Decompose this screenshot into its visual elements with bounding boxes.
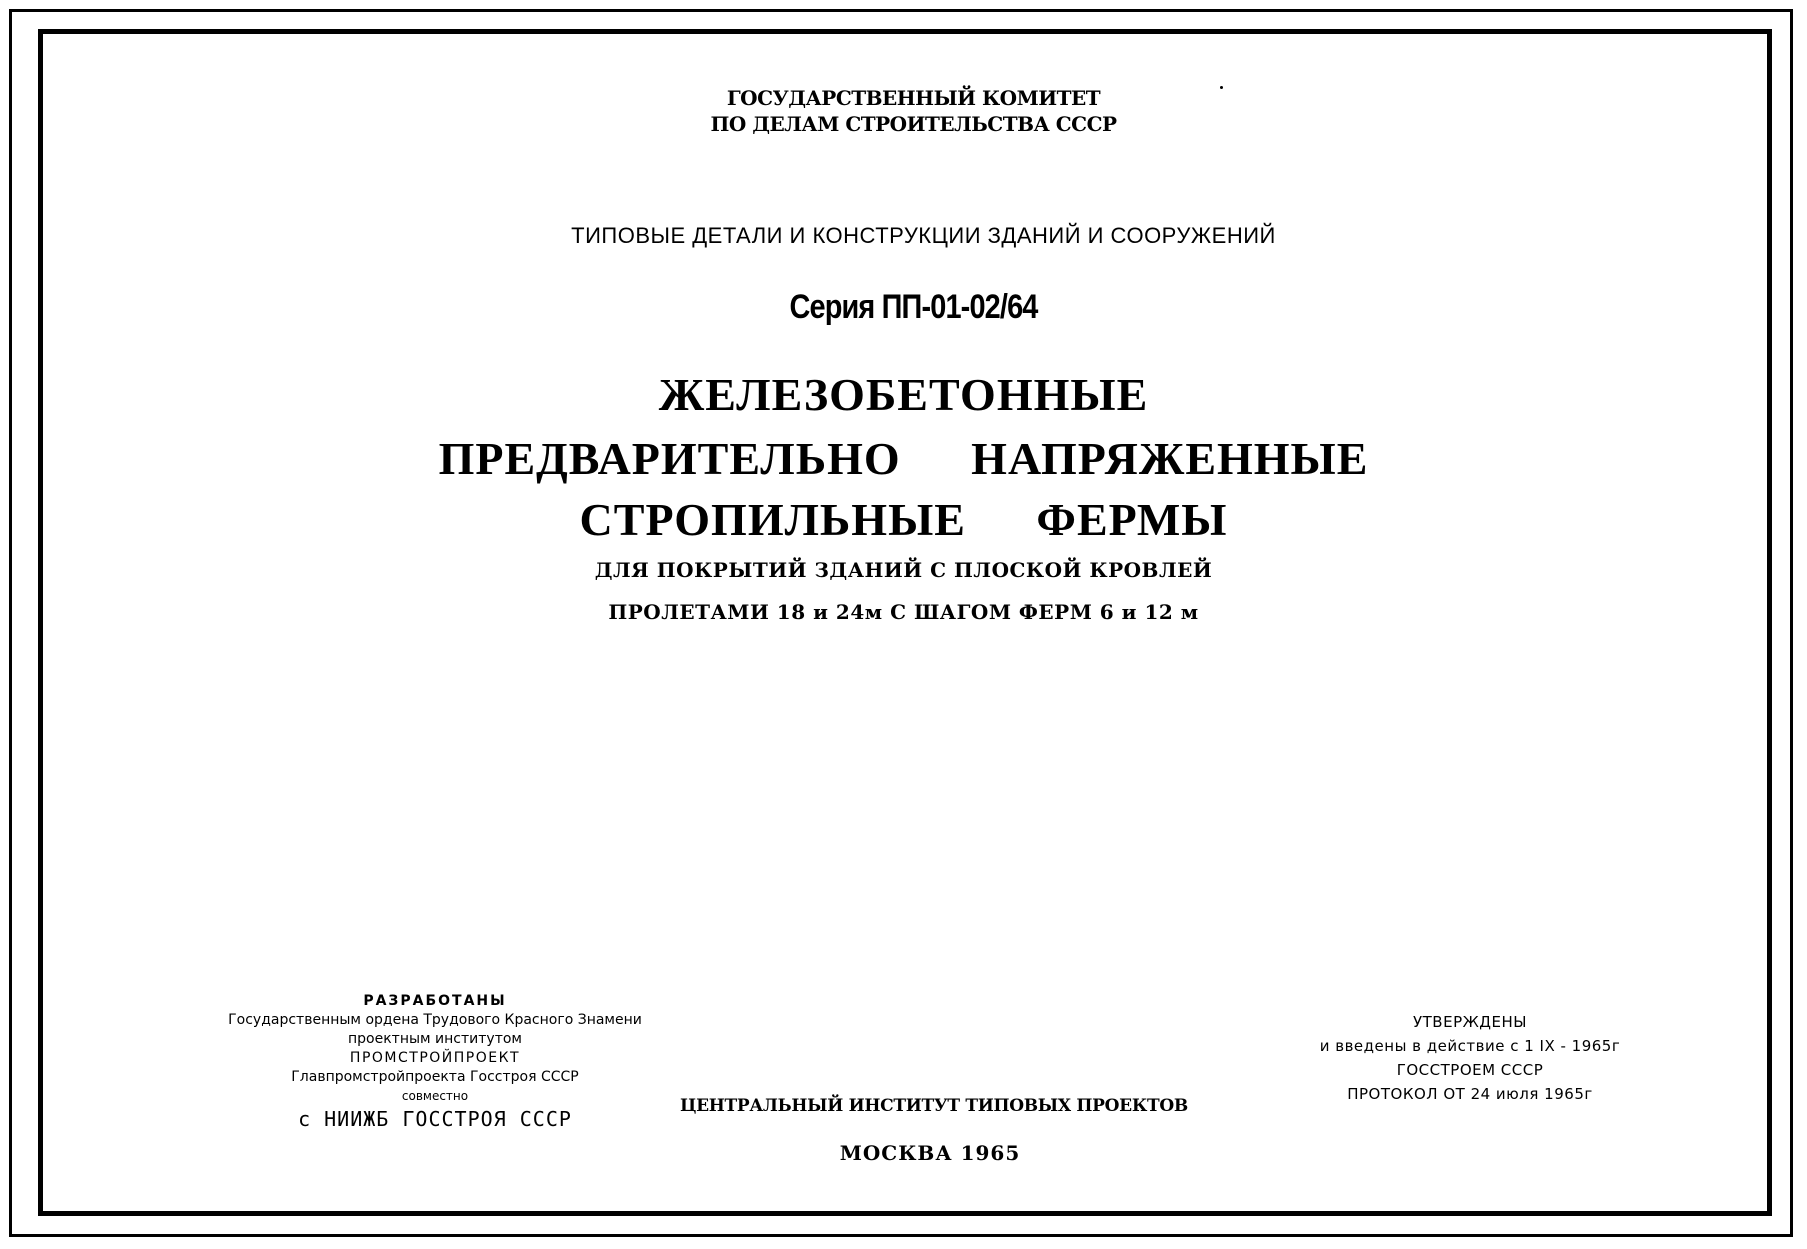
- approved-heading: УТВЕРЖДЕНЫ: [1413, 1013, 1527, 1031]
- publisher-institute: ЦЕНТРАЛЬНЫЙ ИНСТИТУТ ТИПОВЫХ ПРОЕКТОВ: [680, 1096, 1188, 1116]
- developed-promstroyproekt: ПРОМСТРОЙПРОЕКТ: [349, 1050, 521, 1066]
- committee-line-2: ПО ДЕЛАМ СТРОИТЕЛЬСТВА СССР: [710, 112, 1117, 136]
- subtitle-line-2: ПРОЛЕТАМИ 18 и 24м С ШАГОМ ФЕРМ 6 и 12 м: [608, 600, 1199, 624]
- title-line-1: ЖЕЛЕЗОБЕТОННЫЕ: [658, 369, 1149, 420]
- title-line-2: ПРЕДВАРИТЕЛЬНО НАПРЯЖЕННЫЕ: [438, 433, 1369, 484]
- committee-line-1: ГОСУДАРСТВЕННЫЙ КОМИТЕТ: [726, 86, 1101, 110]
- developed-org-line: Государственным ордена Трудового Красного Знамени: [228, 1012, 642, 1028]
- series-code: Серия ПП-01-02/64: [789, 288, 1038, 326]
- approved-protocol: ПРОТОКОЛ ОТ 24 июля 1965г: [1347, 1085, 1593, 1103]
- developed-ministry-line: Главпромстройпроекта Госстроя СССР: [291, 1069, 579, 1085]
- developed-block: [185, 992, 685, 1132]
- publisher-city-year: МОСКВА 1965: [839, 1141, 1021, 1165]
- developed-institute-line: проектным институтом: [348, 1031, 522, 1047]
- approved-date-line: и введены в действие с 1 IX - 1965г: [1319, 1037, 1621, 1055]
- series-name: ТИПОВЫЕ ДЕТАЛИ И КОНСТРУКЦИИ ЗДАНИЙ И СООРУЖЕНИЙ: [571, 223, 1276, 248]
- title-line-3: СТРОПИЛЬНЫЕ ФЕРМЫ: [579, 494, 1228, 545]
- developed-niizhb: с НИИЖБ ГОССТРОЯ СССР: [298, 1107, 572, 1131]
- developed-jointly: совместно: [401, 1089, 469, 1103]
- developed-heading: РАЗРАБОТАНЫ: [363, 993, 507, 1009]
- approved-block: [1250, 1010, 1690, 1106]
- subtitle-line-1: ДЛЯ ПОКРЫТИЙ ЗДАНИЙ С ПЛОСКОЙ КРОВЛЕЙ: [594, 558, 1213, 582]
- approved-by: ГОССТРОЕМ СССР: [1396, 1061, 1544, 1079]
